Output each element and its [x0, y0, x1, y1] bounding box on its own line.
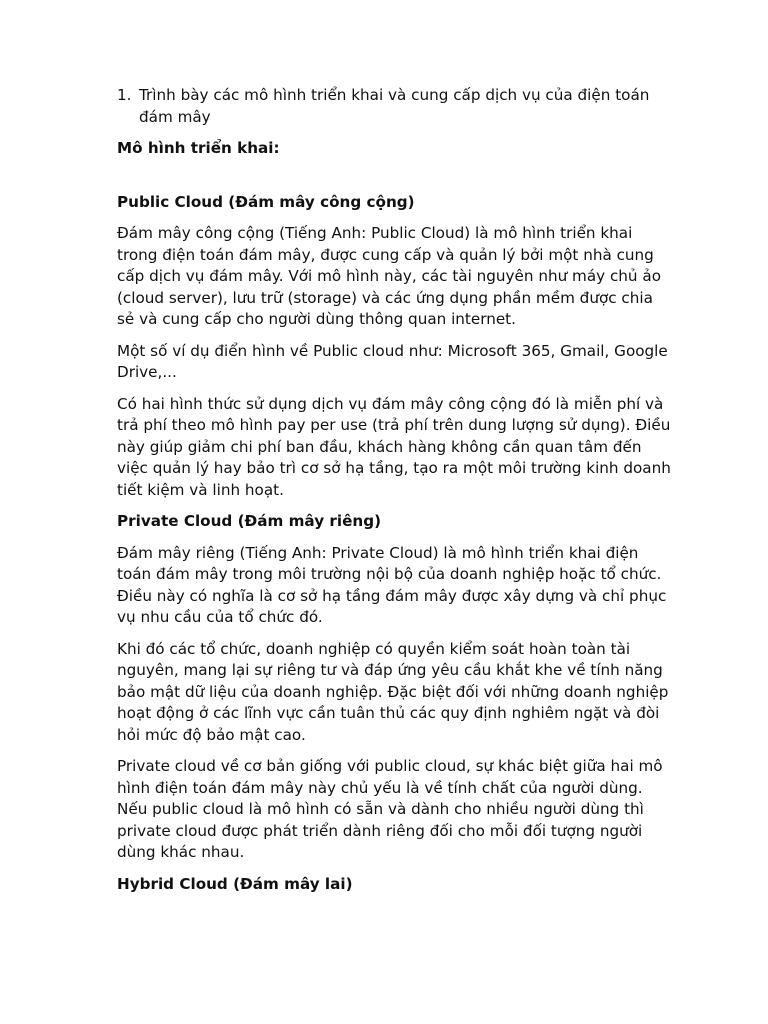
heading-private-cloud: Private Cloud (Đám mây riêng) [117, 512, 382, 530]
heading-public-cloud: Public Cloud (Đám mây công cộng) [117, 192, 415, 211]
list-number: 1. [117, 86, 132, 104]
numbered-list-item [117, 85, 672, 128]
paragraph-public-cloud-definition: Đám mây công cộng (Tiếng Anh: Public Cloud) là mô hình triển khai trong điện toán đám mây, được cung cấp và quản lý bởi một nhà cung cấp dịch vụ đám mây. Với mô hình này, các tài nguyên như máy chủ ảo (cloud server), lưu trữ (storage) và các ứng dụng phần mềm được chia sẻ và cung cấp cho người dùng thông quan internet. [117, 224, 661, 328]
paragraph-public-cloud-examples: Một số ví dụ điển hình về Public cloud như: Microsoft 365, Gmail, Google Drive,... [117, 341, 668, 381]
list-item-text: Trình bày các mô hình triển khai và cung cấp dịch vụ của điện toán đám mây [139, 86, 650, 126]
paragraph-private-cloud-control: Khi đó các tổ chức, doanh nghiệp có quyền kiểm soát hoàn toàn tài nguyên, mang lại sự riêng tư và đáp ứng yêu cầu khắt khe về tính năng bảo mật dữ liệu của doanh nghiệp. Đặc biệt đối với những doanh nghiệp hoạt động ở các lĩnh vực cần tuân thủ các quy định nghiêm ngặt và đòi hỏi mức độ bảo mật cao. [117, 639, 669, 744]
paragraph-private-cloud-comparison: Private cloud về cơ bản giống với public cloud, sự khác biệt giữa hai mô hình điện toán đám mây này chủ yếu là về tính chất của người dùng. Nếu public cloud là mô hình có sẵn và dành cho nhiều người dùng thì private cloud được phát triển dành riêng đối cho mỗi đối tượng người dùng khác nhau. [117, 757, 663, 861]
heading-hybrid-cloud: Hybrid Cloud (Đám mây lai) [117, 874, 353, 893]
paragraph-public-cloud-pricing: Có hai hình thức sử dụng dịch vụ đám mây công cộng đó là miễn phí và trả phí theo mô hình pay per use (trả phí trên dung lượng sử dụng). Điều này giúp giảm chi phí ban đầu, khách hàng không cần quan tâm đến việc quản lý hay bảo trì cơ sở hạ tầng, tạo ra một môi trường kinh doanh tiết kiệm và linh hoạt. [117, 394, 671, 499]
paragraph-private-cloud-definition: Đám mây riêng (Tiếng Anh: Private Cloud) là mô hình triển khai điện toán đám mây trong môi trường nội bộ của doanh nghiệp hoặc tổ chức. Điều này có nghĩa là cơ sở hạ tầng đám mây được xây dựng và chỉ phục vụ nhu cầu của tổ chức đó. [117, 543, 667, 626]
section-heading-deployment-models: Mô hình triển khai: [117, 139, 280, 157]
document-page [117, 85, 672, 905]
